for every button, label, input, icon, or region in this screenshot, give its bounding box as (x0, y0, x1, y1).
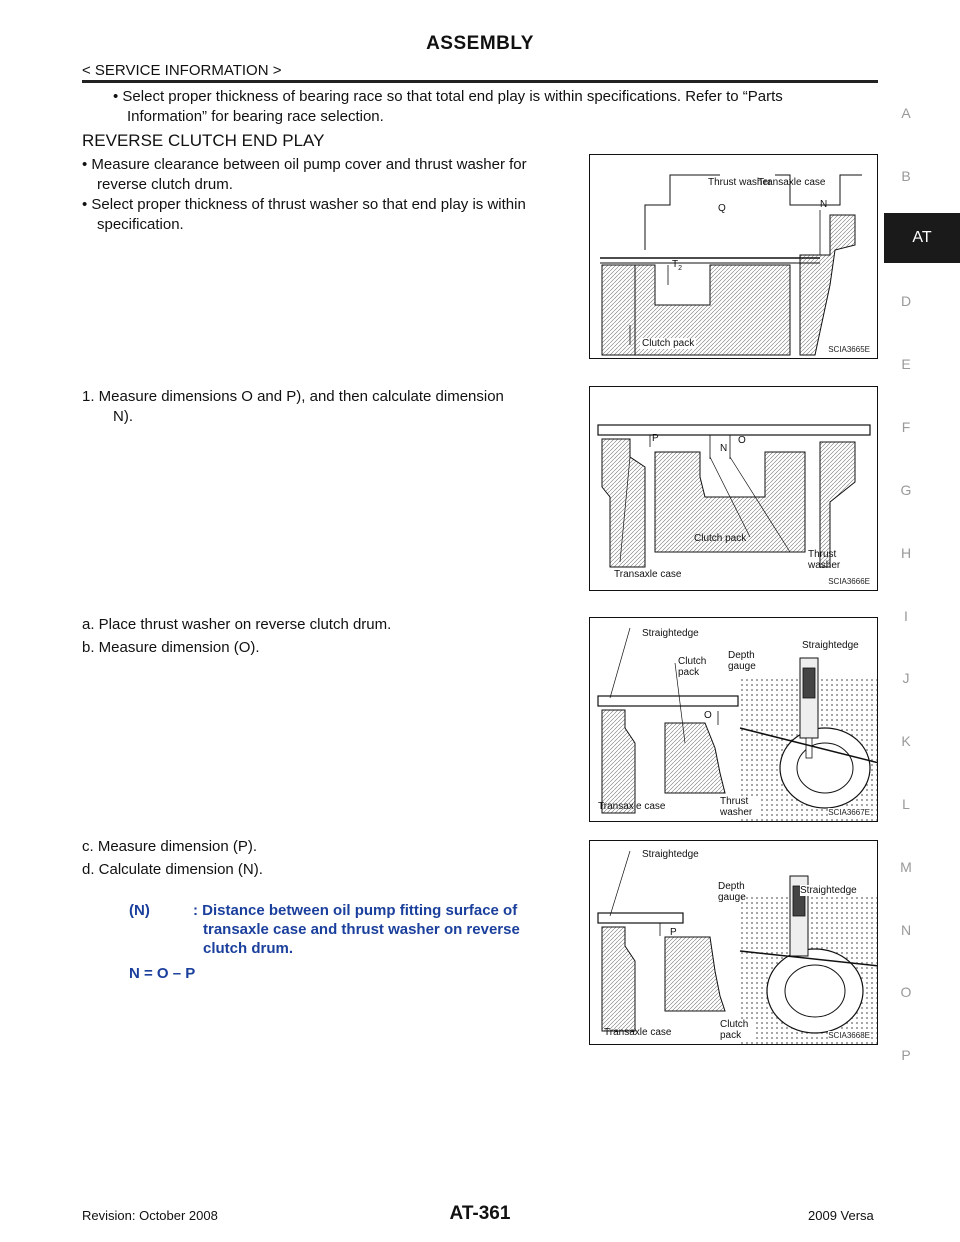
footer-model: 2009 Versa (808, 1208, 874, 1223)
spec-line3: clutch drum. (203, 940, 294, 957)
index-letter-m[interactable]: M (900, 859, 912, 875)
fig3-straightedge: Straightedge (642, 628, 699, 639)
header-rule (82, 80, 878, 83)
fig1-t2-sub: 2 (678, 265, 683, 272)
bullet-1-line2: reverse clutch drum. (97, 176, 233, 193)
index-letter-e[interactable]: E (901, 356, 911, 372)
intro-bullet-line2: Information” for bearing race selection. (127, 108, 384, 125)
index-letter-b[interactable]: B (901, 168, 911, 184)
fig3-depth-gauge: Depth gauge (728, 650, 756, 672)
index-letter-f[interactable]: F (901, 419, 911, 435)
spec-line2: transaxle case and thrust washer on reverse (203, 921, 520, 938)
index-letter-n[interactable]: N (900, 922, 912, 938)
fig1-n: N (820, 199, 828, 210)
fig4-transaxle-case: Transaxle case (604, 1027, 672, 1038)
bullet-2-line1: • Select proper thickness of thrust washer so that end play is within (82, 196, 526, 213)
section-heading: REVERSE CLUTCH END PLAY (82, 131, 325, 150)
figure-4-drawing (590, 841, 878, 1045)
fig1-code: SCIA3665E (828, 345, 870, 354)
index-letter-h[interactable]: H (900, 545, 912, 561)
fig2-p: P (652, 433, 659, 444)
index-letter-d[interactable]: D (900, 293, 912, 309)
figure-measure-dimension-o (589, 617, 878, 822)
fig3-clutch-pack: Clutch pack (678, 656, 707, 678)
step-1-line2: N). (113, 408, 133, 425)
fig4-straightedge: Straightedge (642, 849, 699, 860)
footer-revision: Revision: October 2008 (82, 1208, 218, 1223)
fig4-clutch-pack: Clutch pack (720, 1019, 756, 1041)
fig2-clutch-pack: Clutch pack (694, 533, 747, 544)
spec-formula: N = O – P (129, 965, 196, 982)
index-letter-j[interactable]: J (902, 670, 910, 686)
fig1-q: Q (718, 203, 726, 214)
fig2-n: N (720, 443, 728, 454)
index-letter-k[interactable]: K (901, 733, 911, 749)
fig4-depth-gauge: Depth gauge (718, 881, 746, 903)
fig3-straightedge-2: Straightedge (802, 640, 859, 651)
step-d: d. Calculate dimension (N). (82, 861, 263, 878)
figure-measure-dimension-p (589, 840, 878, 1045)
index-letter-i[interactable]: I (904, 608, 908, 624)
index-letter-o[interactable]: O (900, 984, 912, 1000)
figure-measure-dimensions (589, 386, 878, 591)
fig3-transaxle-case: Transaxle case (598, 801, 666, 812)
footer-page-number: AT-361 (449, 1203, 511, 1224)
fig1-t2 (672, 259, 682, 272)
fig4-straightedge-2: Straightedge (800, 885, 857, 896)
intro-bullet-line1: • Select proper thickness of bearing race so that total end play is within specifications. Refer to “Parts (113, 88, 783, 105)
index-letter-a[interactable]: A (901, 105, 911, 121)
step-1-line1: 1. Measure dimensions O and P), and then calculate dimension (82, 388, 504, 405)
index-letter-p[interactable]: P (901, 1047, 911, 1063)
fig2-code: SCIA3666E (828, 577, 870, 586)
fig4-p: P (670, 927, 677, 938)
bullet-2-line2: specification. (97, 216, 184, 233)
step-b: b. Measure dimension (O). (82, 639, 260, 656)
bullet-1-line1: • Measure clearance between oil pump cover and thrust washer for (82, 156, 527, 173)
fig3-thrust-washer: Thrust washer (720, 796, 760, 818)
index-tab-active[interactable]: AT (884, 213, 960, 263)
fig1-thrust-washer: Thrust washer (708, 177, 772, 188)
spec-line1: : Distance between oil pump fitting surface of (193, 902, 518, 919)
fig2-o: O (738, 435, 746, 446)
fig3-o: O (704, 710, 712, 721)
fig2-thrust-washer: Thrust washer (808, 549, 841, 571)
fig1-clutch-pack: Clutch pack (642, 338, 695, 349)
fig4-code: SCIA3668E (828, 1031, 870, 1040)
spec-symbol: (N) (129, 902, 150, 919)
section-header: < SERVICE INFORMATION > (82, 62, 282, 79)
index-letter-g[interactable]: G (900, 482, 912, 498)
figure-reverse-clutch-end-play (589, 154, 878, 359)
fig3-code: SCIA3667E (828, 808, 870, 817)
step-a: a. Place thrust washer on reverse clutch drum. (82, 616, 392, 633)
fig1-t2-main: T (672, 259, 679, 270)
step-c: c. Measure dimension (P). (82, 838, 258, 855)
index-letter-l[interactable]: L (902, 796, 910, 812)
fig1-transaxle-case: Transaxle case (758, 177, 826, 188)
side-index (884, 0, 960, 1242)
fig2-transaxle-case: Transaxle case (614, 569, 682, 580)
page-title: ASSEMBLY (426, 33, 534, 54)
